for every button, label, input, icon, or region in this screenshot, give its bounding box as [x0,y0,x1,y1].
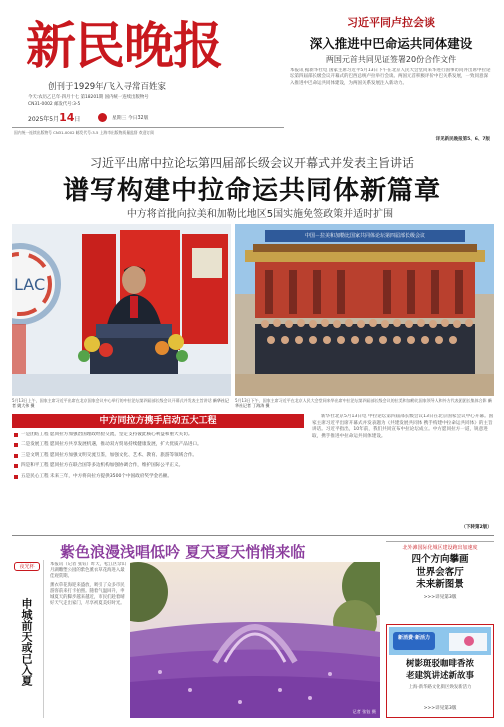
left-caption-text: 5月13日上午，国家主席习近平出席在北京国家会议中心举行的中拉论坛第四届部长级会议开幕式并发表主旨讲话 [12,398,212,403]
right-photo-caption [235,398,494,412]
promo2-link[interactable]: >>>详见第3版 [423,706,457,711]
date-prefix: 2025年5月 [28,116,60,123]
top-story-byline: 详见新民晚报第5、6、7版 [435,137,490,142]
five-projects-title-bar [12,414,304,428]
photo-banner-text: 中国－拉美和加勒比国家共同体论坛第四届部长级会议 [304,233,425,239]
project-bullet-icon [14,433,18,437]
promo-title: 四个方向攀画 世界会客厅 未来新图景 [411,554,469,590]
masthead-founded: 创刊于1929年/飞入寻常百姓家 [48,82,166,92]
promo-link[interactable]: >>>详见第3版 [423,595,457,600]
promo2-title: 树影斑驳咖啡香浓 老建筑讲述新故事 [405,659,474,681]
masthead-footer: 国内统一连续出版物号 CN31-0002 邮发代号:3-5 上海市出版物质量监督 欢迎订阅 [14,130,154,135]
group-photo-illustration [235,224,494,396]
masthead-rule [12,127,284,128]
project-bullet-icon [14,454,18,458]
project-bullet-icon [14,443,18,447]
promo-box-2[interactable] [386,624,494,718]
column-label: 夜光杯 [14,562,40,571]
issue-weekday: 星期三 今日32版 [112,116,149,121]
lavender-field-illustration [130,562,380,718]
top-story-kicker: 习近平同卢拉会谈 [347,16,435,29]
feature-caption: 本报讯（记者 张钰）昨天，松江区佘山月湖雕塑公园的紫色薰衣草花海进入最佳观赏期。 [50,562,127,580]
feature-side-text: 薰衣草花海迎来盛放，吸引了众多市民游客前来打卡拍照。随着气温回升，申城夏天的脚步越来越近，市民们趁着晴好天气走出家门，尽享初夏美好时光。 [50,582,125,607]
project-item [14,453,302,459]
right-news-photo [235,224,494,396]
main-story-text: 新华社北京5月13日电 中拉论坛第四届部长级会议13日在北京国家会议中心开幕。国家主席习近平出席开幕式并发表题为《共建发展共同体 携手构建中拉命运共同体》的主旨讲话。习近平指出，10年前，我们共同宣布中拉论坛成立。中方愿同拉方一道，锐意进取，携手推进中拉命运共同体建设。 [312,414,494,439]
top-story-body: 本报讯 据新华社电 国家主席习近平5月13日下午在北京人民大会堂同来华进行国事访问并出席中拉论坛第四届部长级会议开幕式的巴西总统卢拉举行会谈。两国元首积极评价中巴关系发展，一致同意深入推进中巴命运共同体建设，为两国关系发展注入新动力。 [290,68,491,86]
newspaper-logo-icon [98,113,107,122]
left-photo-credit: 新华社记者 姚大伟 摄 [12,398,229,409]
promo2-sub: 上海·新华路文化街区焕发新活力 [408,685,472,690]
column-title: 申城前天或已入夏 [20,598,33,686]
left-photo-caption [12,398,231,412]
masthead-title: 新民晚报 [26,16,222,75]
main-story-continue: （下转第2版） [461,525,492,530]
top-right-story [288,8,494,152]
main-story-body [312,414,494,532]
top-story-subhead: 两国元首共同见证签署20份合作文件 [325,55,457,64]
project-item [14,474,302,480]
right-caption-text: 5月13日下午，国家主席习近平在北京人民大会堂同来华出席中拉论坛第四届部长级会议的拉美和加勒比国家领导人和外方代表团团长集体合影 [235,398,487,403]
project-item [14,442,302,448]
project-text: 二是发展工程 愿同拉方共享发展机遇，推动双方贸易持续健康发展，扩大优质产品进口。 [21,442,202,448]
feature-photo-credit: 记者 张钰 摄 [352,709,376,714]
masthead [12,8,284,152]
promo-lead: 北外滩国际化城区建设跑出加速度 [402,545,478,551]
five-projects-list [14,432,302,530]
vertical-column [12,560,44,718]
feature-photo [130,562,380,718]
left-news-photo [12,224,231,396]
promo2-image [389,627,491,655]
five-projects-box [12,414,304,532]
promo-box[interactable] [386,541,494,621]
project-item [14,463,302,469]
project-bullet-icon [14,464,18,468]
project-text: 五是民心工程 未来三年，中方将向拉方提供3500个中国政府奖学金名额。 [21,473,172,479]
svg-text:LAC: LAC [14,275,46,294]
issue-date [28,111,80,124]
project-item [14,432,302,438]
five-projects-title: 中方同拉方携手启动五大工程 [99,416,217,426]
feature-text-column [50,562,128,718]
masthead-info-2: CN31-0002 邮发代号:3-5 [28,102,81,107]
date-suffix: 日 [74,116,81,123]
date-day: 14 [59,111,75,124]
promo2-banner-illustration [389,627,491,655]
feature-title: 紫色浪漫浅唱低吟 夏天夏天悄悄来临 [60,543,306,561]
main-kicker: 习近平出席中拉论坛第四届部长级会议开幕式并发表主旨讲话 [89,156,414,170]
main-subhead: 中方将首批向拉美和加勒比地区5国实施免签政策并适时扩围 [126,209,394,220]
main-headline: 谱写构建中拉命运共同体新篇章 [62,176,441,206]
top-story-headline: 深入推进中巴命运共同体建设 [309,36,473,51]
right-photo-credit: 新华社记者 丁海涛 摄 [235,398,492,409]
project-text: 一是团结工程 愿同拉方加强治国理政经验交流，坚定支持彼此核心利益和重大关切。 [21,432,193,437]
speaker-photo-illustration [12,224,231,396]
project-text: 四是和平工程 愿同拉方在联合国等多边机构加强协调合作，维护国际公平正义。 [21,463,184,469]
project-text: 三是文明工程 愿同拉方加强文明交流互鉴，加强文化、艺术、教育、旅游等领域合作。 [21,452,198,458]
project-bullet-icon [14,475,18,479]
masthead-info-1: 今天:农历乙巳年·四月十七 第18201期 国内统一连续出版物号 [28,95,149,100]
section-divider [12,535,494,536]
promo2-badge: 新消费·新活力 [398,635,430,641]
